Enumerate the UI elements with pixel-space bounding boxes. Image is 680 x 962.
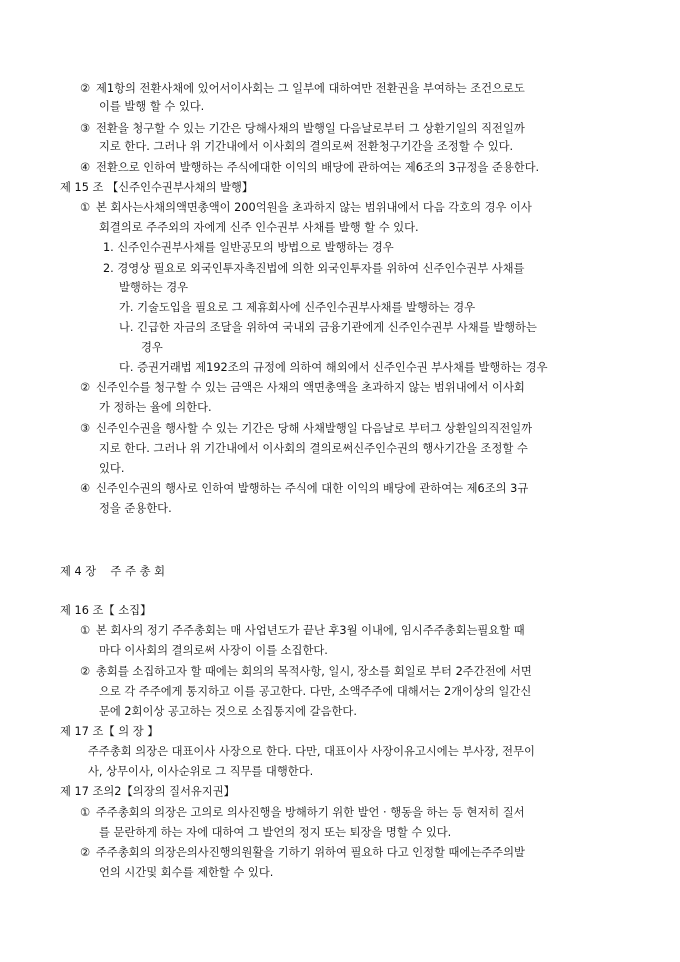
art14-para3-line2: 지로 한다. 그러나 위 기간내에서 이사회의 결의로써 전환청구기간을 조정할 수 있다. — [99, 140, 514, 153]
art17-2-para2-line1: ② 주주총회의 의장은의사진행의원활을 기하기 위하여 필요하 다고 인정할 때에는주주의발 — [80, 846, 525, 859]
art15-para4-line2: 정을 준용한다. — [99, 502, 172, 515]
art15-para1-line1: ① 본 회사는사채의액면총액이 200억원을 초과하지 않는 범위내에서 다음 각호의 경우 이사 — [80, 201, 532, 214]
art17-2-para2-line2: 언의 시간및 회수를 제한할 수 있다. — [99, 866, 274, 879]
art14-para2-line2: 이를 발행 할 수 있다. — [99, 100, 205, 113]
art16-para1-line1: ① 본 회사의 정기 주주총회는 매 사업년도가 끝난 후3월 이내에, 임시주주총회는필요할 때 — [80, 624, 525, 637]
para-number: ④ — [80, 482, 91, 495]
para-number: ③ — [80, 422, 91, 435]
art14-para4-line1: ④ 전환으로 인하여 발행하는 주식에대한 이익의 배당에 관하여는 제6조의 3규정을 준용한다. — [80, 161, 540, 174]
para-number: ② — [80, 846, 91, 859]
art15-subitem-na-line1: 나. 긴급한 자금의 조달을 위하여 국내외 금융기관에게 신주인수권부 사채를 발행하는 — [119, 321, 537, 334]
art15-para3-line2: 지로 한다. 그러나 위 기간내에서 이사회의 결의로써신주인수권의 행사기간을 조정할 수 — [99, 442, 528, 455]
art17-2-heading: 제 17 조의2【의장의 질서유지권】 — [60, 785, 235, 798]
para-number: ② — [80, 82, 91, 95]
art15-para4-line1: ④ 신주인수권의 행사로 인하여 발행하는 주식에 대한 이익의 배당에 관하여는 제6조의 3규 — [80, 482, 529, 495]
art17-line1: 주주총회 의장은 대표이사 사장으로 한다. 다만, 대표이사 사장이유고시에는 부사장, 전무이 — [88, 745, 535, 758]
art15-para1-line2: 회결의로 주주외의 자에게 신주 인수권부 사채를 발행 할 수 있다. — [99, 221, 419, 234]
para-number: ② — [80, 381, 91, 394]
art15-para3-line1: ③ 신주인수권을 행사할 수 있는 기간은 당해 사채발행일 다음날로 부터그 상환일의직전일까 — [80, 422, 533, 435]
art15-para2-line2: 가 정하는 율에 의한다. — [99, 401, 212, 414]
art15-subitem-da: 다. 증권거래법 제192조의 규정에 의하여 해외에서 신주인수권 부사채를 발행하는 경우 — [119, 361, 548, 374]
art15-subitem-na-line2: 경우 — [141, 341, 163, 354]
para-number: ① — [80, 806, 91, 819]
para-number: ④ — [80, 161, 91, 174]
para-number: ① — [80, 201, 91, 214]
art15-item1: 1. 신주인수권부사채를 일반공모의 방법으로 발행하는 경우 — [103, 241, 394, 254]
art15-item2-line2: 발행하는 경우 — [119, 281, 189, 294]
art16-para2-line1: ② 총회를 소집하고자 할 때에는 회의의 목적사항, 일시, 장소를 회일로 부터 2주간전에 서면 — [80, 665, 532, 678]
art17-heading: 제 17 조【 의 장 】 — [60, 725, 159, 738]
art15-para2-line1: ② 신주인수를 청구할 수 있는 금액은 사채의 액면총액을 초과하지 않는 범위내에서 이사회 — [80, 381, 525, 394]
art16-para1-line2: 마다 이사회의 결의로써 사장이 이를 소집한다. — [99, 644, 328, 657]
art17-2-para1-line1: ① 주주총회의 의장은 고의로 의사진행을 방해하기 위한 발언 · 행동을 하는 등 현저히 질서 — [80, 806, 525, 819]
art15-para3-line3: 있다. — [99, 462, 125, 475]
art14-para2-line1: ② 제1항의 전환사채에 있어서이사회는 그 일부에 대하여만 전환권을 부여하는 조건으로도 — [80, 82, 525, 95]
chapter-title: 제 4 장 주 주 총 회 — [60, 565, 165, 578]
art17-line2: 사, 상무이사, 이사순위로 그 직무를 대행한다. — [88, 765, 314, 778]
art16-heading: 제 16 조【 소집】 — [60, 604, 152, 617]
para-number: ③ — [80, 122, 91, 135]
art16-para2-line2: 으로 각 주주에게 통지하고 이를 공고한다. 다만, 소액주주에 대해서는 2개이상의 일간신 — [99, 685, 532, 698]
art17-2-para1-line2: 를 문란하게 하는 자에 대하여 그 발언의 정지 또는 퇴장을 명할 수 있다. — [99, 826, 452, 839]
art15-subitem-ga: 가. 기술도입을 필요로 그 제휴회사에 신주인수권부사채를 발행하는 경우 — [119, 301, 476, 314]
para-number: ② — [80, 665, 91, 678]
art15-heading: 제 15 조 【신주인수권부사채의 발행】 — [60, 181, 254, 194]
para-number: ① — [80, 624, 91, 637]
art14-para3-line1: ③ 전환을 청구할 수 있는 기간은 당해사채의 발행일 다음날로부터 그 상환기일의 직전일까 — [80, 122, 525, 135]
art16-para2-line3: 문에 2회이상 공고하는 것으로 소집통지에 갈음한다. — [99, 705, 357, 718]
art15-item2-line1: 2. 경영상 필요로 외국인투자촉진법에 의한 외국인투자를 위하여 신주인수권부 사채를 — [103, 262, 525, 275]
